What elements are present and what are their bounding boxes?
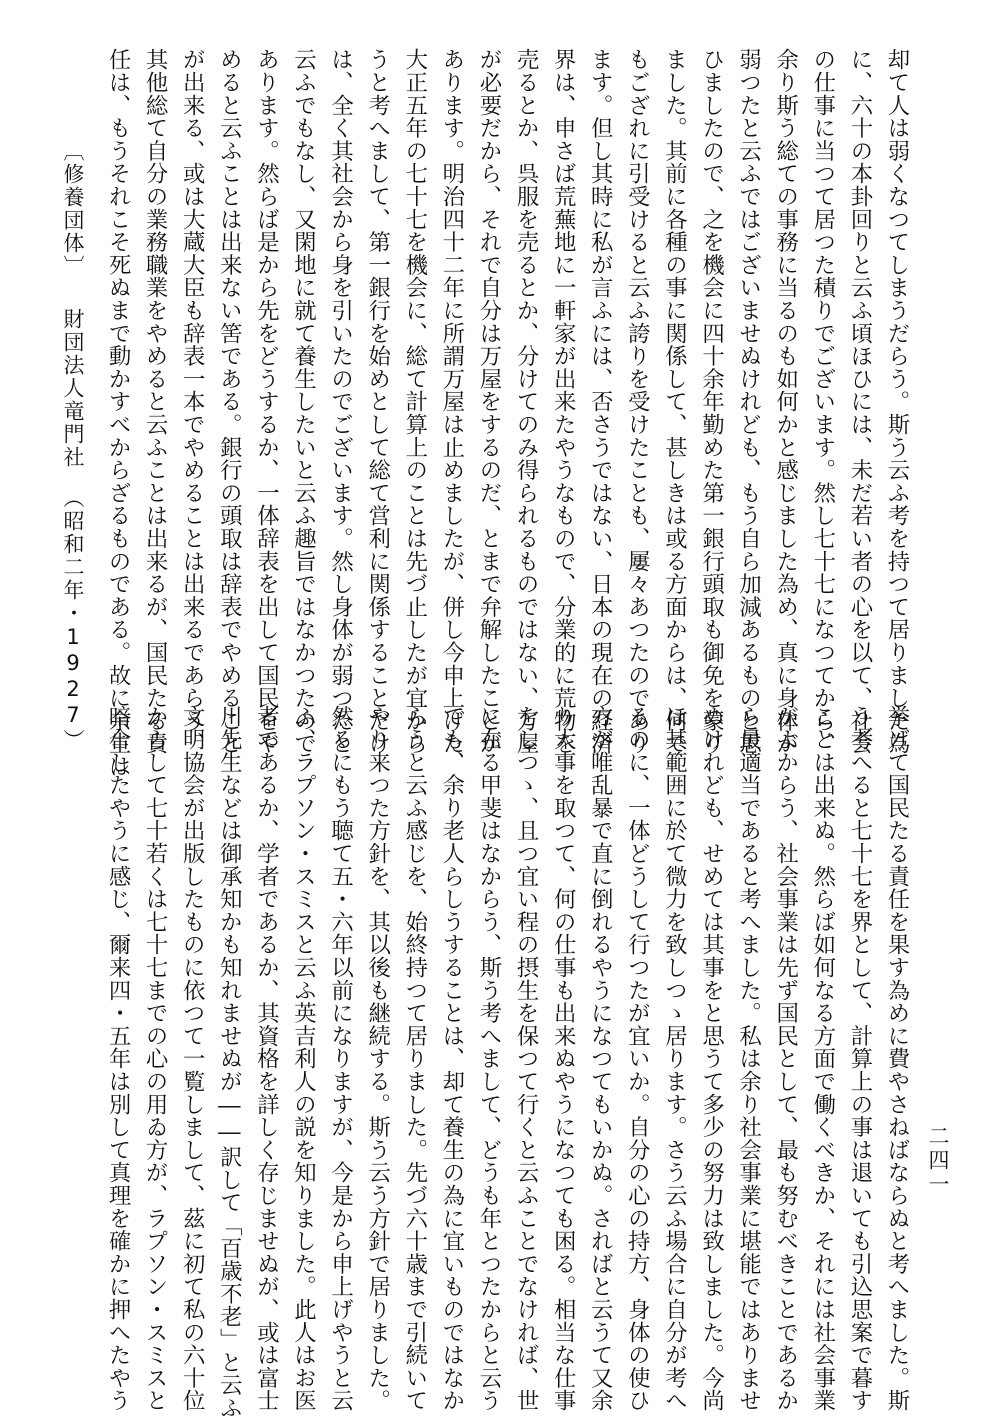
upper-text-line: に、六十の本卦回りと云ふ頃ほひには、未だ若い者の心を以て、社会 <box>846 48 873 755</box>
lower-text-line: 挙げて国民たる責任を果す為めに費やさねばならぬと考へました。斯 <box>884 705 910 1412</box>
upper-text-line: ます。但し其時に私が言ふには、否さうではない、日本の現在の経済 <box>587 48 614 755</box>
lower-text-line: ことは出来ぬ。然らば如何なる方面で働くべきか、それには社会事業 <box>809 705 836 1412</box>
lower-text-line: 者であるか、学者であるか、其資格を詳しく存じませぬが、或は富士 <box>253 705 280 1412</box>
upper-text-line: 弱つたと云ふではございませぬけれども、もう自ら加減あるものと思 <box>735 48 762 755</box>
upper-text-line: めると云ふことは出来ない筈である。銀行の頭取は辞表でやめること <box>216 48 243 755</box>
upper-text-line: ひましたので、之を機会に四十余年勤めた第一銀行頭取も御免を蒙り <box>698 48 725 755</box>
lower-text-line: らうと云ふ感じを、始終持つて居りました。先づ六十歳まで引続いて <box>401 705 428 1412</box>
upper-text-line: 任は、もうそれこそ死ぬまで動かすべからざるものである。故に余生は <box>105 48 132 778</box>
upper-text-line: うと考へまして、第一銀行を始めとして総て営利に関係することだけ <box>364 48 391 755</box>
upper-text-line: あります。明治四十二年に所謂万屋は止めましたが、併し今申上げた <box>438 48 465 755</box>
running-header <box>58 140 88 752</box>
page-number: 二四一 <box>926 1125 950 1197</box>
upper-text-line: 界は、申さば荒蕪地に一軒家が出来たやうなもので、分業的に荒物を <box>550 48 577 755</box>
lower-text-line: ふ、ラプソン・スミスと云ふ英吉利人の説を知りました。此人はお医 <box>290 705 317 1412</box>
upper-text-line: あります。然らば是から先をどうするか、一体辞表を出して国民をや <box>253 48 280 755</box>
lower-text-line: 川先生などは御承知かも知れませぬが――訳して「百歳不老」と云ふ <box>216 705 243 1419</box>
upper-text-line: 大正五年の七十七を機会に、総て計算上のことは先づ止したが宜から <box>401 48 428 755</box>
lower-text-line: ら最適当であると考へました。私は余り社会事業に堪能ではありませ <box>735 705 762 1412</box>
upper-text-line: が必要だから、それで自分は万屋をするのだ、とまで弁解したことが <box>475 48 502 755</box>
upper-text-line: 却て人は弱くなつてしまうだらう。斯う云ふ考を持つて居りました為 <box>884 48 910 755</box>
upper-text-line: 余り斯う総ての事務に当るのも如何かと感じました為め、真に身体が <box>772 48 799 755</box>
upper-text-line: 売るとか、呉服を売るとか、分けてのみ得られるものではない、万屋 <box>513 48 540 755</box>
header-publisher: 財団法人竜門社 <box>61 308 85 469</box>
upper-text-line: ました。其前に各種の事に関係して、甚しきは或る方面からは、何で <box>661 48 688 755</box>
upper-text-line: もござれに引受けると云ふ誇りを受けたことも、屢々あつたのであり <box>624 48 651 755</box>
lower-text-line: がよからう、社会事業は先ず国民として、最も努むべきことであるか <box>772 705 799 1412</box>
upper-text-line: 云ふでもなし、又閑地に就て養生したいと云ふ趣旨ではなかつたので <box>290 48 317 755</box>
header-era: （昭和二年・1927） <box>61 487 85 752</box>
upper-text-line: は、全く其社会から身を引いたのでございます。然し身体が弱つたと <box>327 48 354 755</box>
lower-text-line: に在る甲斐はなからう、斯う考へまして、どうも年とつたからと云う <box>475 705 502 1412</box>
upper-text-line: が出来る、或は大蔵大臣も辞表一本でやめることは出来るであらう、 <box>179 48 206 755</box>
upper-text-line: 其他総て自分の業務職業をやめると云ふことは出来るが、国民たる責 <box>142 48 169 755</box>
lower-text-line: 然るにもう聴て五・六年以前になりますが、今是から申上げやうと云 <box>327 705 354 1412</box>
lower-text-line: ても、余り老人らしうすることは、却て養生の為に宜いものではなか <box>438 705 465 1412</box>
upper-text-block <box>99 48 915 778</box>
lower-text-line: 方が唯乱暴で直に倒れるやうになつてもいかぬ。さればと云うて又余 <box>587 705 614 1412</box>
lower-text-line: るのに、一体どうして行つたが宜いか。自分の心の持方、身体の使ひ <box>624 705 651 1412</box>
lower-text-line: ほ其範囲に於て微力を致しつゝ居ります。さう云ふ場合に自分が考へ <box>661 705 688 1412</box>
lower-text-line: 文明協会が出版したものに依つて一覧しまして、茲に初て私の六十位 <box>179 705 206 1412</box>
lower-text-line: からして七十若くは七十七までの心の用ゐ方が、ラプソン・スミスと <box>142 705 169 1412</box>
header-category: 〔修養団体〕 <box>61 140 85 278</box>
lower-text-line: やり来つた方針を、其以後も継続する。斯う云う方針で居りました。 <box>364 705 391 1412</box>
upper-text-line: の仕事に当つて居つた積りでございます。然し七十七になつてから、 <box>809 48 836 755</box>
lower-text-line: う考へると七十七を界として、計算上の事は退いても引込思案で暮す <box>846 705 873 1412</box>
lower-text-block <box>99 705 915 1419</box>
lower-text-line: 暗合したやうに感じ、爾来四・五年は別して真理を確かに押へたやう <box>105 705 132 1412</box>
lower-text-line: をしつゝ、且つ宜い程の摂生を保つて行くと云ふことでなければ、世 <box>513 705 540 1412</box>
lower-text-line: り大事を取つて、何の仕事も出来ぬやうになつても困る。相当な仕事 <box>550 705 577 1412</box>
lower-text-line: ぬけれども、せめては其事をと思うて多少の努力は致しました。今尚 <box>698 705 725 1412</box>
